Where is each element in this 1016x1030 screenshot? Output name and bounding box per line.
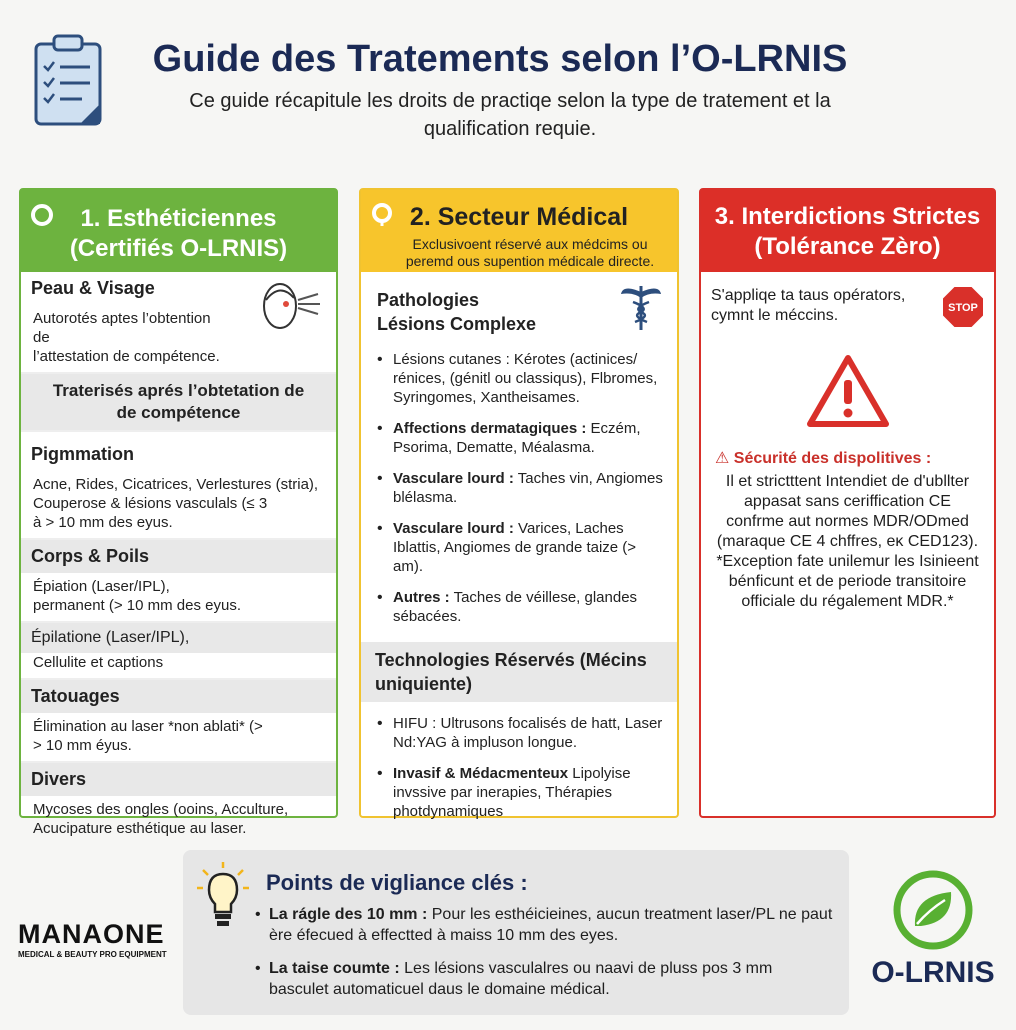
manaone-logo: MANAONE MEDICAL & BEAUTY PRO EQUIPMENT xyxy=(18,919,167,959)
column-secteur-medical xyxy=(359,188,679,818)
list-item: • Lésions cutanes : Kérotes (actinices/ rénices, (génitl ou classiqus), Flbromes, Syringomes, Xantheisames. xyxy=(375,350,667,407)
column-header xyxy=(21,190,336,272)
lightbulb-pin-icon xyxy=(369,202,395,228)
column-note: Exclusivoent réservé aux médcims ou peremd ous supention médicale directe. xyxy=(405,236,655,269)
column-header xyxy=(701,190,994,272)
page-title: Guide des Tratements selon l’O-LRNIS xyxy=(152,38,848,80)
lightbulb-icon xyxy=(195,860,251,930)
applies-text: S'appliqe ta taus opérators, cymnt le méccins. STOP xyxy=(701,272,994,326)
circle-icon xyxy=(29,202,55,228)
vigilance-title: Points de vigliance clés : xyxy=(266,870,528,895)
column-subtitle: (Certifiés O-LRNIS) xyxy=(69,235,288,262)
warning-heading: ⚠ Sécurité des dispolitives : xyxy=(715,450,932,467)
list-item: • Invasif & Médacmenteux Lipolyise invssive par inerapies, Thérapies photdynamiques xyxy=(375,764,667,821)
column-estheticiennes xyxy=(19,188,338,837)
list-item: • La taise coumte : Les lésions vasculalres ou naavi de pluss pos 3 mm basculet automaticuel daus le domaine médical. xyxy=(255,958,835,1000)
page-subtitle: Ce guide récapitule les droits de practiqe selon la type de tratement et la qualification requie. xyxy=(189,90,831,140)
section-traterises: Traterisés aprés l’obtetation de de compétence xyxy=(21,374,336,432)
column-title: 3. Interdictions Strictes xyxy=(714,203,981,230)
pathologies-list xyxy=(361,346,677,642)
section-pigmentation: Pigmmation Acne, Rides, Cicatrices, Verlestures (stria), Couperose & lésions vasculals (≤ 3 à > 10 mm des eyus. xyxy=(21,438,336,540)
clipboard-icon xyxy=(30,32,106,128)
section-tatouages: Tatouages Élimination au laser *non ablati* (> > 10 mm éyus. xyxy=(21,680,336,763)
technologies-list xyxy=(361,710,677,837)
column-title: 1. Esthéticiennes xyxy=(80,205,277,232)
leaf-icon xyxy=(891,868,975,952)
list-item: • Vasculare lourd : Taches vin, Angiomes blélasma. xyxy=(375,469,667,507)
face-icon xyxy=(256,276,326,340)
warning-triangle-icon xyxy=(806,354,890,428)
list-item: • La rágle des 10 mm : Pour les esthéicieines, aucun treatment laser/PL ne paut ère éfecued à effectted à maiss 10 mm des eyes. xyxy=(255,904,835,946)
section-epilation: Épilatione (Laser/IPL), Cellulite et captions xyxy=(21,623,336,680)
section-pathologies: Pathologies Lésions Complexe • Lésions cutanes : Kérotes (actinices/ rénices, (génitl ou classiqus), Flbromes, Syringomes, Xantheisames. • Affections dermatagiques : Eczém, Psorima, Dematte, Méalasma. • Vasculare lourd : Taches vin, Angiomes blélasma. • Vasculare lourd : Varices, Laches Iblattis, Angiomes de grande taize (> am). • Autres : Taches de véillese, glandes sébacées. xyxy=(361,272,677,642)
column-interdictions xyxy=(699,188,996,818)
column-header xyxy=(361,190,677,272)
section-divers: Divers Mycoses des ongles (ooins, Acculture, Acucipature esthétique au laser. xyxy=(21,763,336,844)
column-subtitle: (Tolérance Zèro) xyxy=(754,233,941,260)
vigilance-box xyxy=(183,850,849,1015)
caduceus-icon xyxy=(619,282,663,332)
section-peau-visage: Peau & Visage Autorotés aptes l’obtention de l’attestation de compétence. xyxy=(21,272,336,374)
section-corps-poils: Corps & Poils Épiation (Laser/IPL), permanent (> 10 mm des eyus. xyxy=(21,540,336,623)
section-technologies: Technologies Réservés (Mécins uniquiente) • HIFU : Ultrusons focalisés de hatt, Laser Nd:YAG à impluson longue. • Invasif & Médacmenteux Lipolyise invssive par inerapies, Thérapies photdynamiques xyxy=(361,642,677,837)
vigilance-list xyxy=(255,904,835,1012)
list-item: • Affections dermatagiques : Eczém, Psorima, Dematte, Méalasma. xyxy=(375,419,667,457)
stop-sign-icon: STOP xyxy=(940,284,986,330)
column-title: 2. Secteur Médical xyxy=(409,203,629,231)
list-item: • HIFU : Ultrusons focalisés de hatt, Laser Nd:YAG à impluson longue. xyxy=(375,714,667,752)
warning-text: Il et strictttent Intendiet de d'ubllter appasat sans ceriffication CE confrme aut normes MDR/ODmed (maraque CE 4 chffres, eκ CED123). *Exception fate unilemur les Isinieent bénficunt et de periode transitoire officiale du régalement MDR.* xyxy=(716,473,979,610)
list-item: • Vasculare lourd : Varices, Laches Iblattis, Angiomes de grande taize (> am). xyxy=(375,519,667,576)
olrnis-logo: O-LRNIS xyxy=(858,868,1008,990)
list-item: • Autres : Taches de véillese, glandes sébacées. xyxy=(375,588,667,626)
